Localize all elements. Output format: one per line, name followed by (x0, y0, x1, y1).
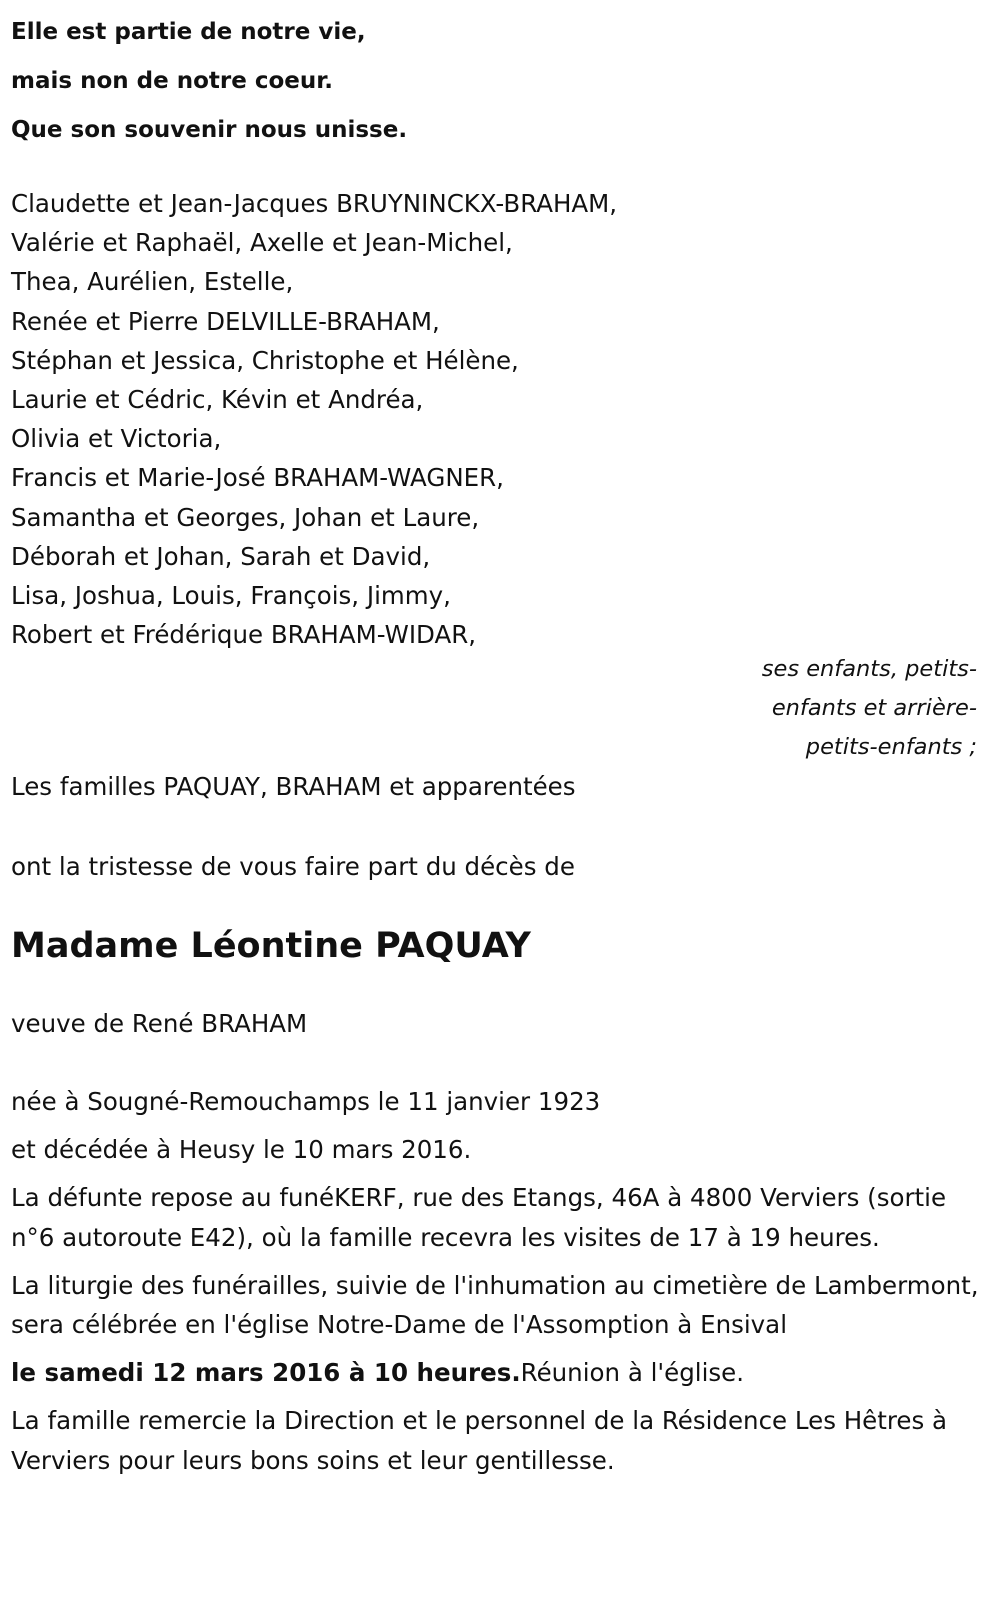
epigraph-line: Que son souvenir nous unisse. (11, 117, 408, 143)
ceremony-date: le samedi 12 mars 2016 à 10 heures. (11, 1358, 521, 1388)
relation-note (11, 650, 979, 767)
family-line: Olivia et Victoria, (11, 424, 222, 454)
death-info: et décédée à Heusy le 10 mars 2016. (11, 1135, 472, 1165)
relation-line: petits-enfants ; (805, 734, 977, 761)
family-line: Samantha et Georges, Johan et Laure, (11, 502, 480, 532)
family-line: Stéphan et Jessica, Christophe et Hélène, (11, 345, 519, 375)
obituary-notice (11, 0, 979, 1480)
ceremony (11, 1353, 979, 1392)
ceremony-note: Réunion à l'église. (520, 1358, 745, 1388)
family-line: Renée et Pierre DELVILLE-BRAHAM, (11, 306, 440, 336)
deceased-name: Madame Léontine PAQUAY (11, 925, 531, 966)
epigraph (11, 8, 979, 155)
family-line: Thea, Aurélien, Estelle, (11, 267, 294, 297)
family-line: Claudette et Jean-Jacques BRUYNINCKX-BRAHAM, (11, 189, 618, 218)
families-text: Les familles PAQUAY, BRAHAM et apparentées (11, 772, 576, 802)
family-line: Robert et Frédérique BRAHAM-WIDAR, (11, 620, 477, 650)
rest-place: La défunte repose au funéKERF, rue des Etangs, 46A à 4800 Verviers (sortie n°6 autoroute E42), où la famille recevra les visites de 17 à 19 heures. (11, 1183, 947, 1252)
birth-info: née à Sougné-Remouchamps le 11 janvier 1923 (11, 1087, 601, 1117)
widow-of: veuve de René BRAHAM (11, 1008, 308, 1038)
epigraph-line: Elle est partie de notre vie, (11, 19, 366, 45)
epigraph-line: mais non de notre coeur. (11, 68, 334, 94)
family-line: Valérie et Raphaël, Axelle et Jean-Michel, (11, 228, 513, 258)
relation-line: enfants et arrière- (771, 695, 977, 722)
family-line: Déborah et Johan, Sarah et David, (11, 541, 431, 571)
family-line: Lisa, Joshua, Louis, François, Jimmy, (11, 581, 451, 611)
announcement: ont la tristesse de vous faire part du décès de (11, 851, 575, 881)
liturgy-info: La liturgie des funérailles, suivie de l'inhumation au cimetière de Lambermont, sera célébrée en l'église Notre-Dame de l'Assomption à Ensival (11, 1270, 979, 1340)
family-line: Francis et Marie-José BRAHAM-WAGNER, (11, 463, 504, 493)
family-list (11, 184, 979, 654)
relation-line: ses enfants, petits- (761, 656, 977, 683)
thanks: La famille remercie la Direction et le personnel de la Résidence Les Hêtres à Verviers pour leurs bons soins et leur gentillesse. (11, 1406, 948, 1475)
family-line: Laurie et Cédric, Kévin et Andréa, (11, 385, 424, 415)
